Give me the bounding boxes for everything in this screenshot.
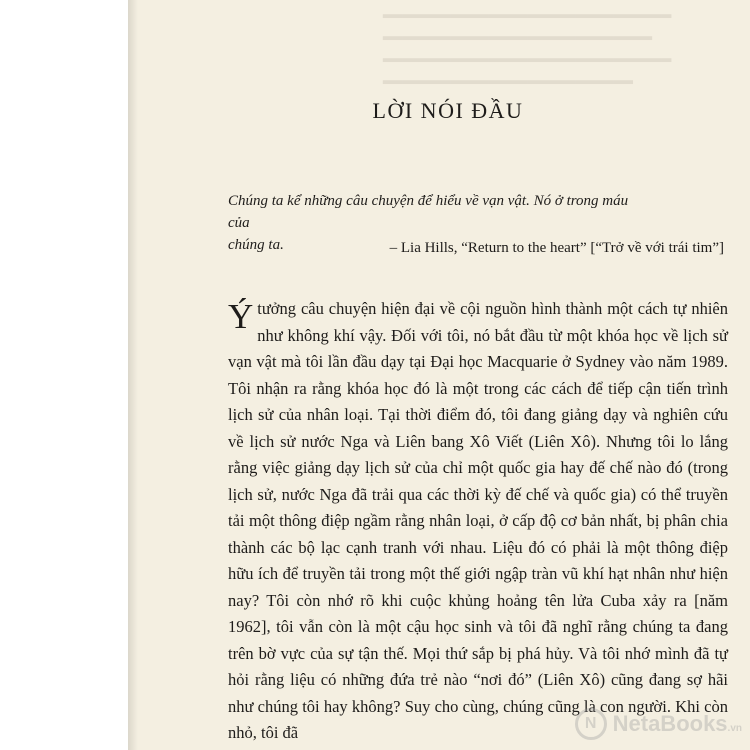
drop-cap: Ý [228, 297, 254, 336]
watermark-text [613, 711, 742, 737]
epigraph-line: chúng ta. [228, 237, 284, 253]
page-title: LỜI NÓI ĐẦU [372, 98, 524, 123]
reverse-side-bleed-through: ▂▂▂▂▂▂▂▂▂▂▂▂▂▂▂▂▂▂▂▂▂▂▂▂▂▂▂▂▂▂ ▂▂▂▂▂▂▂▂▂▂▂▂▂▂▂▂▂▂▂▂▂▂▂▂▂▂▂▂ ▂▂▂▂▂▂▂▂▂▂▂▂▂▂▂▂▂▂▂▂▂▂▂▂▂▂▂▂▂▂ ▂▂▂▂▂▂▂▂▂▂▂▂▂▂▂▂▂▂▂▂▂▂▂▂▂▂ [383, 4, 672, 84]
body-paragraph [228, 296, 728, 747]
paragraph-text: tưởng câu chuyện hiện đại về cội nguồn hình thành một cách tự nhiên như không khí vậy. Đối với tôi, nó bắt đầu từ một khóa học về lịch sử vạn vật mà tôi lần đầu dạy tại Đại học Macquarie ở Sydney vào năm 1989. Tôi nhận ra rằng khóa học đó là một trong các cách để tiếp cận tiến trình lịch sử của nhân loại. Tại thời điểm đó, tôi đang giảng dạy và nghiên cứu về lịch sử nước Nga và Liên bang Xô Viết (Liên Xô). Nhưng tôi lo lắng rằng việc giảng dạy lịch sử của chỉ một quốc gia hay đế chế nào đó (trong lịch sử, nước Nga đã trải qua các thời kỳ đế chế và quốc gia) có thể truyền tải một thông điệp ngầm rằng nhân loại, ở cấp độ cơ bản nhất, bị phân chia thành các bộ lạc cạnh tranh với nhau. Liệu đó có phải là một thông điệp hữu ích để truyền tải trong một thế giới ngập tràn vũ khí hạt nhân như hiện nay? Tôi còn nhớ rõ khi cuộc khủng hoảng tên lửa Cuba xảy ra [năm 1962], tôi vẫn còn là một cậu học sinh và tôi đã nghĩ rằng chúng ta đang trên bờ vực của sự tận thế. Mọi thứ sắp bị phá hủy. Và tôi nhớ mình đã tự hỏi rằng liệu có những đứa trẻ nào “nơi đó” (Liên Xô) cũng đang sợ hãi như chúng tôi hay không? Suy cho cùng, chúng cũng là con người. Khi còn nhỏ, tôi đã [228, 299, 728, 742]
netabooks-watermark [575, 708, 742, 740]
netabooks-logo-icon: N [575, 708, 607, 740]
watermark-brand: NetaBooks [612, 711, 728, 736]
epigraph-attribution: – Lia Hills, “Return to the heart” [“Trở về với trái tim”] [389, 240, 724, 256]
epigraph-line: Chúng ta kể những câu chuyện để hiểu về vạn vật. Nó ở trong máu của [228, 193, 629, 231]
watermark-tld: .vn [727, 723, 742, 734]
book-page [128, 0, 750, 750]
